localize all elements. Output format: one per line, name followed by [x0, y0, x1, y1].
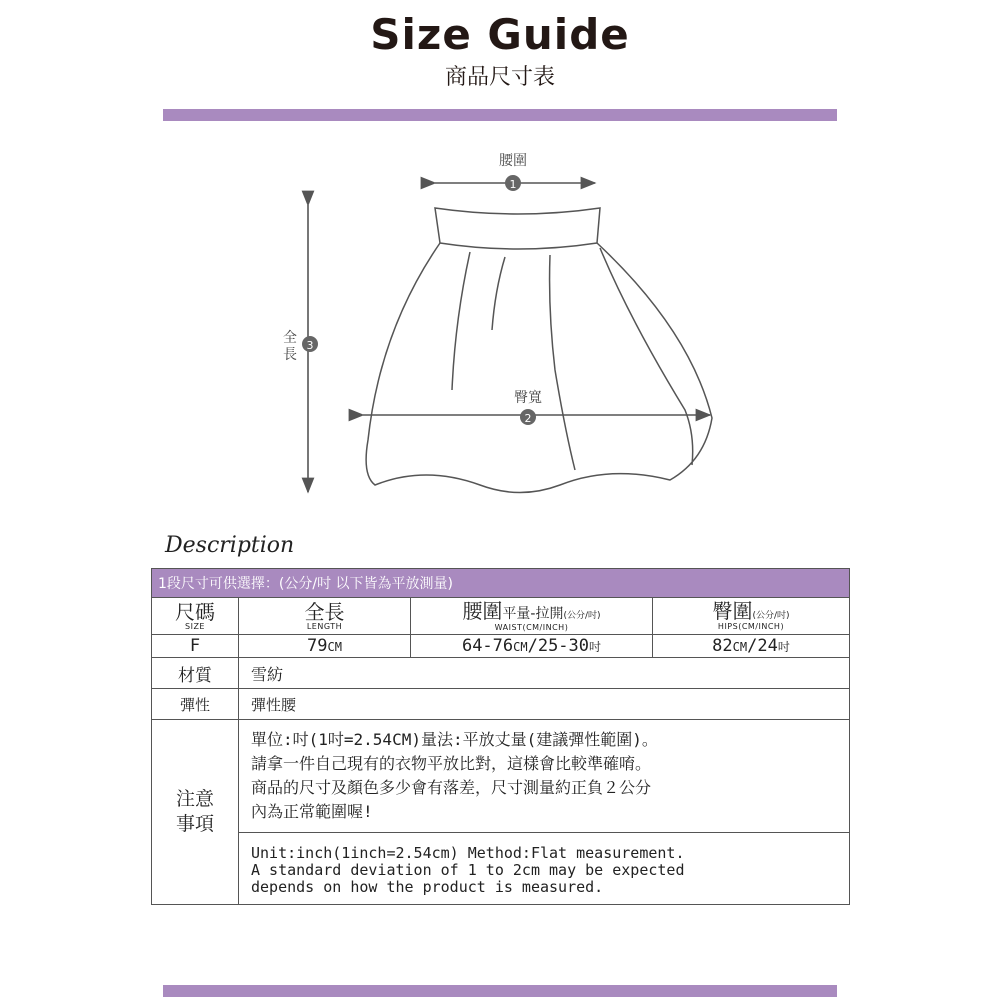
- length-label-2: 長: [283, 347, 297, 363]
- row-size: F: [152, 635, 239, 658]
- col-length-en: LENGTH: [306, 621, 343, 631]
- row-hips-inch-unit: 吋: [777, 640, 790, 654]
- row-length: [239, 635, 411, 658]
- row-hips: [653, 635, 850, 658]
- notes-label-1: 注意: [175, 788, 214, 810]
- hip-number: 2: [524, 412, 532, 425]
- notes-label-2: 事項: [175, 813, 214, 835]
- col-size: [152, 598, 239, 635]
- col-hips-zh: 臀圍: [712, 599, 753, 623]
- notes-zh-line: 請拿一件自己現有的衣物平放比對，這樣會比較準確唷。: [251, 754, 652, 773]
- description-label: Description: [165, 533, 295, 558]
- row-waist-cm: CM: [513, 640, 528, 654]
- table-header-note: 1段尺寸可供選擇：(公分/吋 以下皆為平放測量): [152, 569, 850, 598]
- top-divider-bar: [163, 109, 837, 121]
- col-length-zh: 全長: [304, 599, 345, 624]
- row-length-unit: CM: [327, 640, 342, 654]
- notes-en-line: depends on how the product is measured.: [251, 878, 604, 896]
- notes-label: [152, 720, 239, 905]
- notes-zh: [239, 720, 850, 833]
- row-hips-value: 82: [712, 636, 733, 656]
- col-hips-en: HIPS(CM/INCH): [717, 622, 785, 631]
- col-waist-extra: 平量-拉開: [502, 605, 564, 622]
- col-size-en: SIZE: [185, 621, 205, 631]
- row-waist-value: 64-76: [461, 636, 514, 656]
- skirt-diagram: [250, 140, 750, 510]
- col-waist-unit: (公分/吋): [563, 610, 601, 621]
- col-hips-unit: (公分/吋): [752, 611, 790, 621]
- notes-zh-line: 內為正常範圍喔!: [251, 802, 373, 821]
- elastic-value: 彈性腰: [239, 689, 850, 720]
- skirt-outline: [366, 208, 712, 493]
- elastic-label: 彈性: [152, 689, 239, 720]
- col-waist-zh: 腰圍: [462, 598, 503, 623]
- page-subtitle: 商品尺寸表: [444, 65, 555, 90]
- hip-label: 臀寬: [514, 390, 542, 406]
- row-waist-inch-unit: 吋: [589, 640, 602, 654]
- row-hips-inch: /24: [747, 636, 778, 656]
- notes-zh-line: 商品的尺寸及顏色多少會有落差，尺寸測量約正負２公分: [251, 778, 652, 797]
- size-table: [151, 568, 850, 905]
- length-label-1: 全: [283, 330, 297, 346]
- col-waist-en: WAIST(CM/INCH): [494, 622, 569, 632]
- notes-en: [239, 833, 850, 905]
- waist-number: 1: [509, 178, 517, 191]
- row-hips-cm: CM: [732, 640, 748, 654]
- row-waist: [411, 635, 653, 658]
- notes-zh-line: 單位:吋(1吋=2.54CM)量法:平放丈量(建議彈性範圍)。: [251, 730, 658, 749]
- notes-en-line: A standard deviation of 1 to 2cm may be expected: [251, 861, 685, 879]
- bottom-divider-bar: [163, 985, 837, 997]
- col-length: [239, 598, 411, 635]
- notes-en-line: Unit:inch(1inch=2.54cm) Method:Flat measurement.: [251, 844, 685, 862]
- material-label: 材質: [152, 658, 239, 689]
- col-waist: [411, 598, 653, 635]
- page-title: Size Guide: [370, 10, 630, 59]
- row-length-value: 79: [307, 636, 328, 656]
- col-hips: [653, 598, 850, 635]
- material-value: 雪紡: [239, 658, 850, 689]
- waist-label: 腰圍: [499, 153, 527, 169]
- length-number: 3: [306, 339, 314, 352]
- row-waist-inch: /25-30: [527, 636, 590, 656]
- col-size-zh: 尺碼: [175, 599, 215, 624]
